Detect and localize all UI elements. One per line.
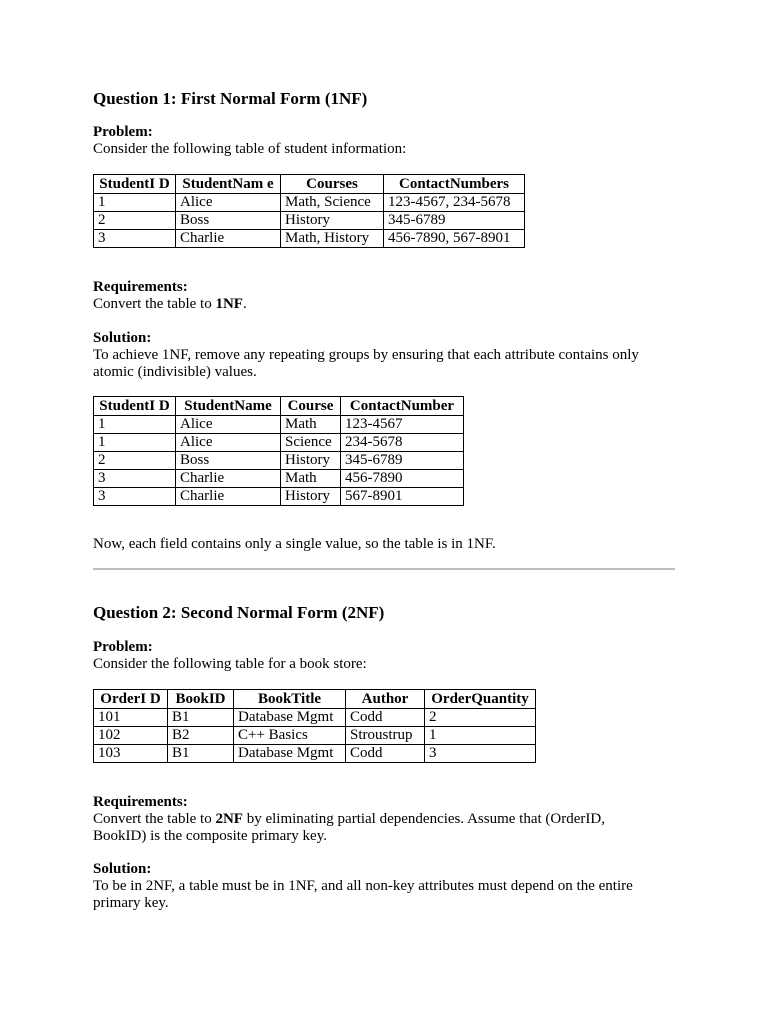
table-row	[94, 470, 464, 488]
q1-solution-text: To achieve 1NF, remove any repeating groups by ensuring that each attribute contains only atomic (indivisible) values.	[93, 347, 639, 380]
q1-problem-label: Problem:	[93, 124, 153, 140]
table-cell: Alice	[176, 434, 281, 452]
q2-problem-text: Consider the following table for a book store:	[93, 656, 367, 672]
table-cell: 102	[94, 727, 168, 745]
column-header: StudentI D	[94, 397, 176, 416]
table-cell: 2	[94, 212, 176, 230]
table-cell: Boss	[176, 452, 281, 470]
table-cell: Math	[281, 416, 341, 434]
req-text: Convert the table to	[93, 296, 216, 312]
table-cell: Science	[281, 434, 341, 452]
table-cell: B1	[168, 745, 234, 763]
table-cell: 3	[94, 230, 176, 248]
table-row	[94, 727, 536, 745]
column-header: BookTitle	[234, 690, 346, 709]
table-cell: C++ Basics	[234, 727, 346, 745]
table-cell: 567-8901	[341, 488, 464, 506]
table-cell: Alice	[176, 194, 281, 212]
table-cell: 1	[94, 416, 176, 434]
table-cell: 3	[425, 745, 536, 763]
q1-problem-text: Consider the following table of student information:	[93, 141, 407, 157]
table-cell: Alice	[176, 416, 281, 434]
table-cell: B1	[168, 709, 234, 727]
q2-problem-label: Problem:	[93, 639, 153, 655]
table-cell: 2	[425, 709, 536, 727]
table-cell: 123-4567, 234-5678	[384, 194, 525, 212]
column-header: ContactNumber	[341, 397, 464, 416]
table-cell: 345-6789	[341, 452, 464, 470]
column-header: StudentNam e	[176, 175, 281, 194]
column-header: ContactNumbers	[384, 175, 525, 194]
table-cell: History	[281, 452, 341, 470]
table-cell: History	[281, 212, 384, 230]
q2-solution-text: To be in 2NF, a table must be in 1NF, and all non-key attributes must depend on the entire primary key.	[93, 878, 633, 911]
q1-1nf-table	[93, 396, 464, 506]
table-cell: Charlie	[176, 230, 281, 248]
column-header: Course	[281, 397, 341, 416]
table-cell: 101	[94, 709, 168, 727]
table-row	[94, 709, 536, 727]
column-header: Author	[346, 690, 425, 709]
question-2-title: Question 2: Second Normal Form (2NF)	[93, 603, 385, 622]
section-divider	[93, 568, 675, 570]
table-cell: Database Mgmt	[234, 745, 346, 763]
table-cell: 123-4567	[341, 416, 464, 434]
q1-conclusion: Now, each field contains only a single value, so the table is in 1NF.	[93, 536, 496, 552]
column-header: Courses	[281, 175, 384, 194]
table-cell: 103	[94, 745, 168, 763]
question-1-title: Question 1: First Normal Form (1NF)	[93, 89, 368, 108]
table-cell: Math	[281, 470, 341, 488]
q1-requirements-text	[93, 296, 247, 313]
column-header: OrderQuantity	[425, 690, 536, 709]
q2-order-table	[93, 689, 536, 763]
req-text: by eliminating partial dependencies. Assume that (OrderID, BookID) is the composite primary key.	[93, 811, 605, 844]
table-cell: Codd	[346, 745, 425, 763]
table-cell: Boss	[176, 212, 281, 230]
table-cell: 2	[94, 452, 176, 470]
table-cell: 234-5678	[341, 434, 464, 452]
table-cell: Charlie	[176, 470, 281, 488]
q1-requirements-label: Requirements:	[93, 279, 188, 295]
req-emphasis: 1NF	[215, 296, 243, 312]
table-row	[94, 212, 525, 230]
table-cell: 1	[425, 727, 536, 745]
table-row	[94, 194, 525, 212]
q1-student-table	[93, 174, 525, 248]
table-cell: Database Mgmt	[234, 709, 346, 727]
table-cell: Charlie	[176, 488, 281, 506]
table-header-row	[94, 690, 536, 709]
req-text: Convert the table to	[93, 811, 216, 827]
column-header: OrderI D	[94, 690, 168, 709]
table-cell: Math, History	[281, 230, 384, 248]
q2-requirements-label: Requirements:	[93, 794, 188, 810]
req-emphasis: 2NF	[215, 811, 243, 827]
table-row	[94, 745, 536, 763]
table-cell: Stroustrup	[346, 727, 425, 745]
table-cell: Math, Science	[281, 194, 384, 212]
table-header-row	[94, 175, 525, 194]
table-cell: 1	[94, 434, 176, 452]
column-header: BookID	[168, 690, 234, 709]
table-header-row	[94, 397, 464, 416]
table-row	[94, 230, 525, 248]
table-cell: 345-6789	[384, 212, 525, 230]
table-row	[94, 434, 464, 452]
table-cell: 1	[94, 194, 176, 212]
table-cell: History	[281, 488, 341, 506]
req-text: .	[242, 296, 247, 312]
table-row	[94, 488, 464, 506]
q2-solution-label: Solution:	[93, 861, 152, 877]
column-header: StudentName	[176, 397, 281, 416]
q1-solution-label: Solution:	[93, 330, 152, 346]
table-cell: Codd	[346, 709, 425, 727]
column-header: StudentI D	[94, 175, 176, 194]
table-cell: 456-7890, 567-8901	[384, 230, 525, 248]
table-cell: 3	[94, 470, 176, 488]
table-cell: 456-7890	[341, 470, 464, 488]
table-row	[94, 452, 464, 470]
q2-requirements-text	[93, 811, 653, 845]
table-cell: B2	[168, 727, 234, 745]
table-row	[94, 416, 464, 434]
table-cell: 3	[94, 488, 176, 506]
